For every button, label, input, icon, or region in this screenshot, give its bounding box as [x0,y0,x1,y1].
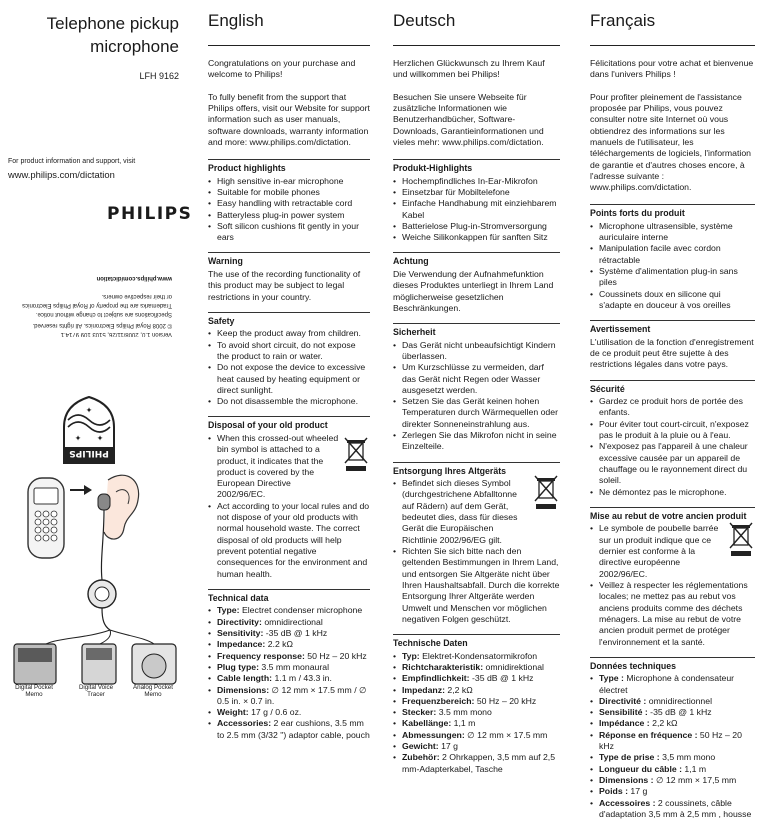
spec-value: omnidirectional [261,616,323,627]
spec-item [208,707,370,718]
section-title: Disposal of your old product [208,420,328,431]
spec-label: Directivity: [217,616,262,627]
spec-item [208,651,370,662]
spec-item [208,605,370,616]
spec-label: Plug type: [217,661,259,672]
spec-value: ∅ 12 mm × 17.5 mm / ∅ 0.5 in. × 0.7 in. [217,684,367,706]
spec-value: 2,2 kΩ [649,718,678,729]
spec-item [590,673,755,696]
cover-panel [0,0,195,702]
spec-label: Richtcharakteristik: [402,661,484,672]
spec-item [393,685,560,696]
list-item: • Das Gerät nicht unbeaufsichtigt Kindern überlassen. [393,340,560,363]
spec-item [590,707,755,718]
footer-copyright: © 2008 Royal Philips Electronics. All rights reserved. [32,322,172,329]
section-title: Product highlights [208,163,286,174]
svg-text:PHILIPS: PHILIPS [69,448,109,458]
spec-item [208,639,370,650]
footer-version: Version 1.0, 2008/11/26, 5103 109 9714.1 [60,331,172,337]
spec-label: Sensibilité : [599,707,648,718]
spec-value: 1.1 m / 43.3 in. [272,673,332,684]
mobile-phone-icon [28,478,64,558]
section-highlights [393,159,560,243]
spec-value: 1,1 m [682,763,707,774]
list-item: • Batteryless plug-in power system [208,210,370,221]
section-technical-data [208,589,370,741]
spec-value: ∅ 12 mm × 17,5 mm [653,775,737,786]
spec-label: Accessories: [217,718,272,729]
spec-value: Elektret-Kondensatormikrofon [419,650,538,661]
section-disposal [393,462,560,625]
list-item: • Ne démontez pas le microphone. [590,487,755,498]
spec-label: Weight: [217,707,249,718]
svg-text:✦: ✦ [85,405,93,414]
section-title: Safety [208,315,235,326]
section-technical-data [590,657,755,820]
list-item: • Do not expose the device to excessive heat caused by heating equipment or direct sunlight. [208,362,370,396]
spec-label: Dimensions: [217,684,270,695]
list-item: • Pour éviter tout court-circuit, n'exposez pas le produit à la pluie ou à l'eau. [590,419,755,442]
spec-item [590,752,755,763]
caption-digital-pocket-memo: Digital Pocket Memo [15,684,53,699]
spec-item [208,685,370,708]
list-item: • Um Kurzschlüsse zu vermeiden, darf das Gerät nicht Regen oder Wasser ausgesetzt werden. [393,362,560,396]
intro-welcome: Félicitations pour votre achat et bienvenue dans l'univers Philips ! [590,58,754,80]
list-item: • Hochempfindliches In-Ear-Mikrofon [393,176,560,187]
spec-label: Longueur du câble : [599,763,683,774]
list-item: • Manipulation facile avec cordon rétractable [590,243,755,266]
footer-specs: Specifications are subject to change without notice. Trademarks are the property of Royal Philips Electronics or their respective owners. [22,293,172,317]
intro-support: Pour profiter pleinement de l'assistance proposée par Philips, vous pouvez consulter notre site Internet où vous obtiendrez des informations sur les manuels de l'utilisateur, les téléchargements de logiciels, l'information de garantie et d'autres choses encore, à l'adresse suivante : www.philips.com/dictation. [590,91,752,193]
section-title: Sicherheit [393,327,436,338]
list-item: • When this crossed-out wheeled bin symbol is attached to a product, it indicates that the product is covered by the European Directive 2002/96/EC. [208,433,370,501]
list-item: • Befindet sich dieses Symbol (durchgestrichene Abfalltonne auf Rädern) auf dem Gerät, bedeutet dies, dass für dieses Gerät die Europäischen Richtlinie 2002/96/EG gilt. [393,478,560,546]
spec-item [393,718,560,729]
spec-item [208,673,370,684]
section-safety [208,312,370,408]
spec-label: Gewicht: [402,741,439,752]
spec-value: 3,5 mm mono [659,752,716,763]
spec-label: Type : [599,673,624,684]
spec-value: 50 Hz – 20 kHz [599,729,742,752]
spec-label: Frequency response: [217,650,305,661]
section-safety [393,323,560,453]
list-item: • Le symbole de poubelle barrée sur un produit indique que ce dernier est conforme à la directive européenne 2002/96/EC. [590,523,755,580]
section-highlights [590,204,755,311]
spec-label: Kabellänge: [402,718,452,729]
spec-label: Sensitivity: [217,627,264,638]
digital-pocket-memo-icon [14,644,56,684]
spec-value: ∅ 12 mm × 17.5 mm [464,729,548,740]
section-title: Technical data [208,592,269,603]
support-label: For product information and support, visit [8,158,136,165]
column-francais [590,0,755,820]
spec-value: 3.5 mm monaural [259,661,330,672]
product-illustration [8,470,186,700]
section-title: Sécurité [590,383,625,394]
legal-footer-rotated [22,273,172,338]
spec-value: Electret condenser microphone [239,605,363,616]
spec-label: Poids : [599,786,628,797]
spec-value: 2,2 kΩ [444,684,473,695]
list-item: • Coussinets doux en silicone qui s'adapte en douceur à vos oreilles [590,289,755,312]
caption-analog-pocket-memo: Analog Pocket Memo [133,684,173,699]
spec-item [393,752,560,775]
spec-label: Empfindlichkeit: [402,673,470,684]
spec-item [590,775,755,786]
language-title: Français [590,0,755,46]
section-title: Points forts du produit [590,208,685,219]
spec-label: Zubehör: [402,752,440,763]
spec-value: 17 g [627,786,648,797]
section-warning [590,320,755,370]
spec-item [590,764,755,775]
list-item: • Veillez à respecter les réglementations locales; ne mettez pas au rebut vos anciens produits comme des déchets ménagers. La mise au rebut de votre ancien produit permet de protéger l'environnement et la santé. [590,580,755,648]
list-item: • Batterielose Plug-in-Stromversorgung [393,221,560,232]
spec-item [393,730,560,741]
section-warning [393,252,560,314]
list-item: • Do not disassemble the microphone. [208,396,370,407]
spec-label: Cable length: [217,673,273,684]
section-technical-data [393,634,560,775]
section-title: Produkt-Highlights [393,163,473,174]
section-title: Warning [208,256,243,267]
spec-label: Typ: [402,650,420,661]
section-title: Technische Daten [393,638,468,649]
spec-value: -35 dB @ 1 kHz [647,707,712,718]
spec-value: -35 dB @ 1 kHz [469,673,534,684]
spec-value: -35 dB @ 1 kHz [263,627,328,638]
language-title: Deutsch [393,0,560,46]
spec-item [590,696,755,707]
warning-text: The use of the recording functionality of this product may be subject to legal restrictions in your country. [208,268,361,302]
list-item: • Weiche Silikonkappen für sanften Sitz [393,232,560,243]
spec-label: Abmessungen: [402,729,465,740]
spec-label: Impédance : [599,718,650,729]
product-title: Telephone pickup microphone [46,14,179,57]
caption-digital-voice-tracer: Digital Voice Tracer [78,684,114,699]
spec-item [590,730,755,753]
list-item: • Keep the product away from children. [208,328,370,339]
support-url[interactable]: www.philips.com/dictation [8,169,115,180]
spec-label: Type: [217,605,240,616]
spec-value: 50 Hz – 20 kHz [304,650,367,661]
list-item: • N'exposez pas l'appareil à une chaleur excessive causée par un appareil de chauffage ou le rayonnement direct du soleil. [590,441,755,486]
spec-item [393,707,560,718]
product-code: LFH 9162 [139,71,179,81]
spec-item [208,718,370,741]
spec-value: 2 Ohrkappen, 3,5 mm auf 2,5 mm-Adapterkabel, Tasche [402,752,556,774]
list-item: • Soft silicon cushions fit gently in your ears [208,221,370,244]
list-item: • Gardez ce produit hors de portée des enfants. [590,396,755,419]
svg-text:✦: ✦ [74,433,82,442]
section-title: Avertissement [590,324,651,335]
list-item: • Einsetzbar für Mobiltelefone [393,187,560,198]
list-item: • Zerlegen Sie das Mikrofon nicht in seine Einzelteile. [393,430,560,453]
spec-value: 2.2 kΩ [265,639,294,650]
spec-value: 2 coussinets, câble d'adaptation 3,5 mm à 2,5 mm , housse [599,797,752,819]
spec-item [590,786,755,797]
intro-welcome: Herzlichen Glückwunsch zu Ihrem Kauf und willkommen bei Philips! [393,58,545,80]
list-item: • Richten Sie sich bitte nach den geltenden Bestimmungen in Ihrem Land, und entsorgen Sie Altgeräte nicht über Ihren Haushaltsabfall. Durch die korrekte Entsorgung Ihrer Altgeräte werden Umwelt und Menschen vor möglichen negativen Folgen geschützt. [393,546,560,625]
spec-label: Accessoires : [599,797,656,808]
spec-item [208,628,370,639]
intro-support: To fully benefit from the support that Philips offers, visit our Website for support information such as user manuals, software downloads, warranty information and more: www.philips.com/dictation. [208,91,370,147]
column-english [208,0,370,741]
spec-label: Stecker: [402,707,437,718]
spec-item [590,718,755,729]
intro-welcome: Congratulations on your purchase and welcome to Philips! [208,58,356,80]
warning-text: L'utilisation de la fonction d'enregistrement de ce produit peut être sujette à des restrictions légales dans votre pays. [590,336,754,370]
list-item: • Act according to your local rules and do not dispose of your old products with normal household waste. The correct disposal of old products will help prevent potential negative consequences for the environment and human health. [208,501,370,580]
digital-voice-tracer-icon [82,644,116,684]
spec-label: Dimensions : [599,775,654,786]
spec-value: 3.5 mm mono [436,707,492,718]
column-deutsch [393,0,560,775]
philips-logo: PHILIPS [107,204,193,224]
section-title: Mise au rebut de votre ancien produit [590,510,747,521]
intro-support: Besuchen Sie unsere Webseite für zusätzliche Informationen wie Benutzerhandbücher, Software-Downloads, Garantieinformationen und vieles mehr: www.philips.com/dictation. [393,91,544,147]
list-item: • Suitable for mobile phones [208,187,370,198]
spec-label: Frequenzbereich: [402,695,475,706]
section-disposal [208,416,370,579]
spec-item [393,673,560,684]
spec-item [208,662,370,673]
section-title: Entsorgung Ihres Altgeräts [393,465,507,476]
spec-item [393,696,560,707]
section-disposal [590,507,755,648]
spec-value: Microphone à condensateur électret [599,673,735,695]
section-title: Données techniques [590,660,677,671]
spec-item [393,662,560,673]
spec-value: 50 Hz – 20 kHz [474,695,537,706]
list-item: • Easy handling with retractable cord [208,198,370,209]
spec-label: Impedance: [217,639,266,650]
list-item: • Microphone ultrasensible, système auriculaire interne [590,221,755,244]
list-item: • Setzen Sie das Gerät keinen hohen Temperaturen durch Wärmequellen oder direkter Sonneneinstrahlung aus. [393,396,560,430]
analog-pocket-memo-icon [132,644,176,684]
spec-label: Type de prise : [599,752,660,763]
list-item: • Einfache Handhabung mit einziehbarem Kabel [393,198,560,221]
list-item: • To avoid short circuit, do not expose the product to rain or water. [208,340,370,363]
spec-value: 17 g [438,741,459,752]
section-title: Achtung [393,256,429,267]
spec-value: 17 g / 0.6 oz. [248,707,302,718]
spec-value: omnidirektional [483,661,544,672]
spec-value: 1,1 m [451,718,476,729]
spec-value: 2 ear cushions, 3.5 mm to 2.5 mm (3/32 ") adaptor cable, pouch [217,718,370,740]
section-safety [590,380,755,498]
spec-label: Réponse en fréquence : [599,729,698,740]
spec-label: Directivité : [599,695,647,706]
list-item: • Système d'alimentation plug-in sans piles [590,266,755,289]
spec-item [393,741,560,752]
philips-shield-icon [58,395,120,467]
spec-item [393,651,560,662]
spec-label: Impedanz: [402,684,445,695]
svg-text:✦: ✦ [96,433,104,442]
warning-text: Die Verwendung der Aufnahmefunktion dieses Produktes unterliegt in Ihrem Land möglicherweise gesetzlichen Beschränkungen. [393,268,554,313]
section-highlights [208,159,370,243]
section-warning [208,252,370,302]
spec-value: omnidirectionnel [646,695,713,706]
list-item: • High sensitive in-ear microphone [208,176,370,187]
footer-site: www.philips.com/dictation [96,274,172,281]
spec-item [590,798,755,820]
language-title: English [208,0,370,46]
spec-item [208,617,370,628]
